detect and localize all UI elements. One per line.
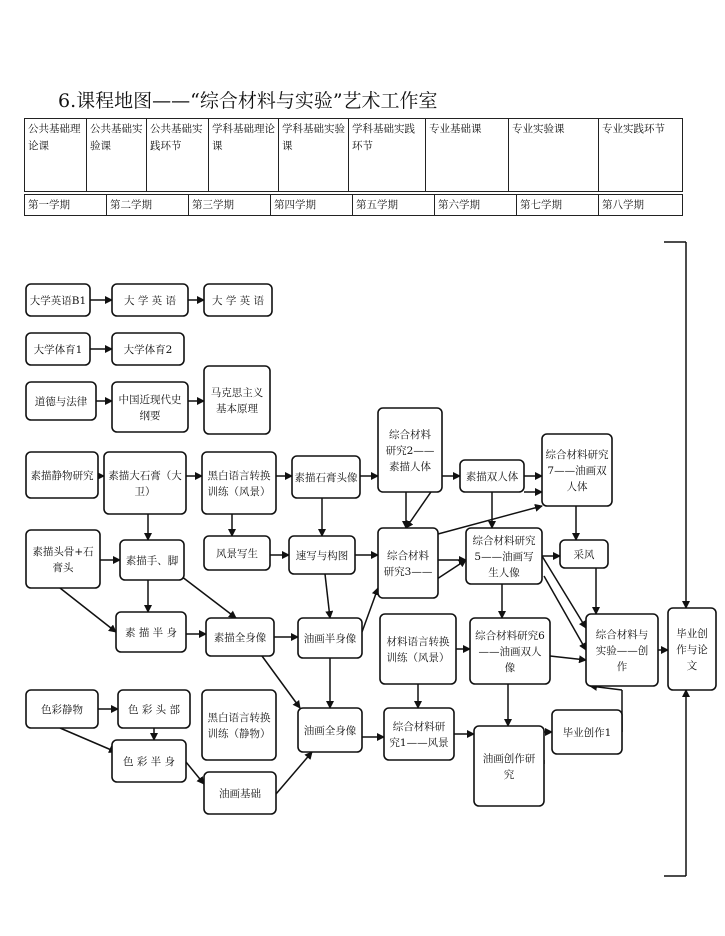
course-node-label: 素描大石膏（大 [108,470,182,482]
course-type-cell: 专业基础课 [426,119,509,192]
course-node-box [112,382,188,432]
page-title: 6.课程地图——“综合材料与实验”艺术工作室 [58,90,438,112]
course-type-cell: 公共基础实践环节 [147,119,209,192]
course-node-label: 综合材料与 [595,629,649,641]
course-node-label: 膏头 [52,562,74,574]
course-node-label: 综合材料研究 [545,449,609,461]
course-node-label: 素描头骨+石 [32,546,94,558]
course-node-bw-training-still-life [202,690,276,760]
course-node-label: 研究3—— [383,566,433,578]
course-node-graduation-creation-1 [552,710,622,754]
flow-edge [276,752,312,794]
course-node-pe-2 [112,333,184,365]
course-type-cell: 专业实践环节 [599,119,683,192]
course-type-cell: 学科基础实验课 [279,119,349,192]
course-node-sketch-half-body [116,612,186,652]
flow-edge [60,588,116,632]
course-node-label: 中国近现代史 [118,394,182,406]
course-node-box [26,530,100,588]
course-node-label: ——油画双人 [478,646,542,658]
course-node-label: 综合材料研 [392,721,446,733]
course-node-field-trip [560,540,608,568]
course-node-perspective-composition [289,536,355,574]
course-node-material-7 [542,434,612,506]
course-node-label: 大学体育1 [33,344,83,356]
course-node-label: 素描双人体 [465,471,519,483]
course-node-label: 素描石膏头像 [294,472,358,484]
course-node-sketch-plaster-large [104,452,186,514]
course-node-landscape-sketch [204,536,270,570]
course-node-label: 毕业创作1 [562,727,612,739]
course-node-modern-history [112,382,188,432]
term-cell: 第三学期 [189,195,271,216]
course-type-cell: 学科基础理论课 [209,119,279,192]
course-node-label: 采风 [573,549,595,561]
course-node-oil-creation-research [474,726,544,806]
course-node-ethics-law [26,382,96,420]
course-node-label: 生人像 [488,567,520,579]
course-node-box [474,726,544,806]
course-node-label: 毕业创 [676,628,708,640]
course-node-label: 训练（静物） [207,728,271,740]
course-node-label: 究 [503,769,515,781]
course-node-label: 素描手、脚 [125,555,179,567]
course-node-box [202,452,276,514]
course-node-label: 作 [616,661,628,673]
course-node-label: 道德与法律 [34,396,88,408]
course-node-material-1 [384,708,454,760]
course-node-label: 油画基础 [219,788,261,800]
course-node-label: 油画半身像 [303,633,357,645]
course-node-label: 色 彩 半 身 [122,756,176,768]
course-type-cell: 学科基础实践环节 [349,119,426,192]
course-node-label: 油画创作研 [482,753,536,765]
course-node-color-head [118,690,190,728]
course-node-material-6 [470,618,550,684]
course-node-label: 综合材料研究 [472,535,536,547]
course-node-label: 风景写生 [216,548,258,560]
flow-edge [186,762,204,784]
course-node-english-b1 [26,284,90,316]
course-type-cell: 专业实验课 [509,119,599,192]
course-node-graduation-thesis [668,608,716,690]
course-node-material-3 [378,528,438,598]
course-node-label: 训练（风景） [207,486,271,498]
course-node-label: 色 彩 头 部 [127,704,181,716]
course-node-label: 马克思主义 [210,387,264,399]
course-node-label: 综合材料 [389,429,431,441]
term-cell: 第二学期 [107,195,189,216]
course-node-label: 黑白语言转换 [207,712,271,724]
course-node-material-language-landscape [380,614,456,684]
course-node-sketch-plaster-head [292,456,360,498]
course-node-color-still-life [26,690,98,728]
course-node-box [384,708,454,760]
course-node-box [380,614,456,684]
course-node-label: 素 描 半 身 [124,627,178,639]
course-node-box [104,452,186,514]
course-node-label: 5——油画写 [474,551,534,563]
term-cell: 第五学期 [353,195,435,216]
term-cell: 第七学期 [517,195,599,216]
course-node-bw-training-landscape [202,452,276,514]
course-node-label: 黑白语言转换 [207,470,271,482]
flow-edge [60,728,116,752]
term-cell: 第六学期 [435,195,517,216]
course-node-label: 人体 [566,481,588,493]
course-node-english-2 [112,284,188,316]
term-cell: 第一学期 [25,195,107,216]
course-node-label: 训练（风景） [386,652,450,664]
course-node-label: 速写与构图 [295,550,349,562]
course-node-label: 综合材料 [387,550,429,562]
course-node-label: 材料语言转换 [386,636,450,648]
course-type-cell: 公共基础理论课 [25,119,87,192]
course-node-color-half-body [112,740,186,782]
course-node-label: 大 学 英 语 [123,295,177,307]
course-node-box [202,690,276,760]
course-node-label: 素描静物研究 [30,470,94,482]
term-cell: 第四学期 [271,195,353,216]
course-node-material-5 [466,528,542,584]
course-node-oil-half-body [298,618,362,658]
course-node-sketch-hands-feet [120,540,184,580]
course-node-sketch-still-life [26,452,98,498]
course-node-label: 实验——创 [595,645,649,657]
course-node-oil-full-body [298,708,362,752]
course-node-label: 纲要 [139,410,161,422]
course-node-sketch-head-plaster [26,530,100,588]
course-node-label: 像 [504,662,516,674]
course-node-label: 究1——风景 [389,737,449,749]
course-node-material-experiment-creation [586,614,658,686]
course-node-material-2 [378,408,442,492]
course-node-label: 综合材料研究6 [475,630,545,642]
course-node-pe-1 [26,333,90,365]
course-node-label: 基本原理 [216,403,258,415]
course-node-label: 素描人体 [389,461,431,473]
course-node-marxism [204,366,270,434]
course-node-label: 大学英语B1 [29,295,87,307]
course-node-label: 色彩静物 [41,704,83,716]
flow-edge [325,574,330,618]
course-node-english-3 [204,284,272,316]
course-node-sketch-full-body [206,618,274,656]
course-node-box [378,528,438,598]
course-node-oil-basics [204,772,276,814]
course-node-label: 卫） [134,486,156,498]
course-node-label: 7——油画双 [547,465,607,477]
course-type-cell: 公共基础实验课 [87,119,147,192]
course-node-label: 大 学 英 语 [211,295,265,307]
course-node-label: 素描全身像 [213,632,267,644]
course-node-label: 文 [686,660,698,672]
term-cell: 第八学期 [599,195,683,216]
course-node-box [204,366,270,434]
course-node-sketch-double-figure [460,460,524,492]
flow-edge [362,588,378,632]
course-node-label: 研究2—— [385,445,435,457]
course-node-label: 大学体育2 [123,344,173,356]
course-node-label: 作与论 [676,644,708,656]
nodes-layer [26,284,716,814]
course-node-label: 油画全身像 [303,725,357,737]
flow-edge [550,656,586,660]
